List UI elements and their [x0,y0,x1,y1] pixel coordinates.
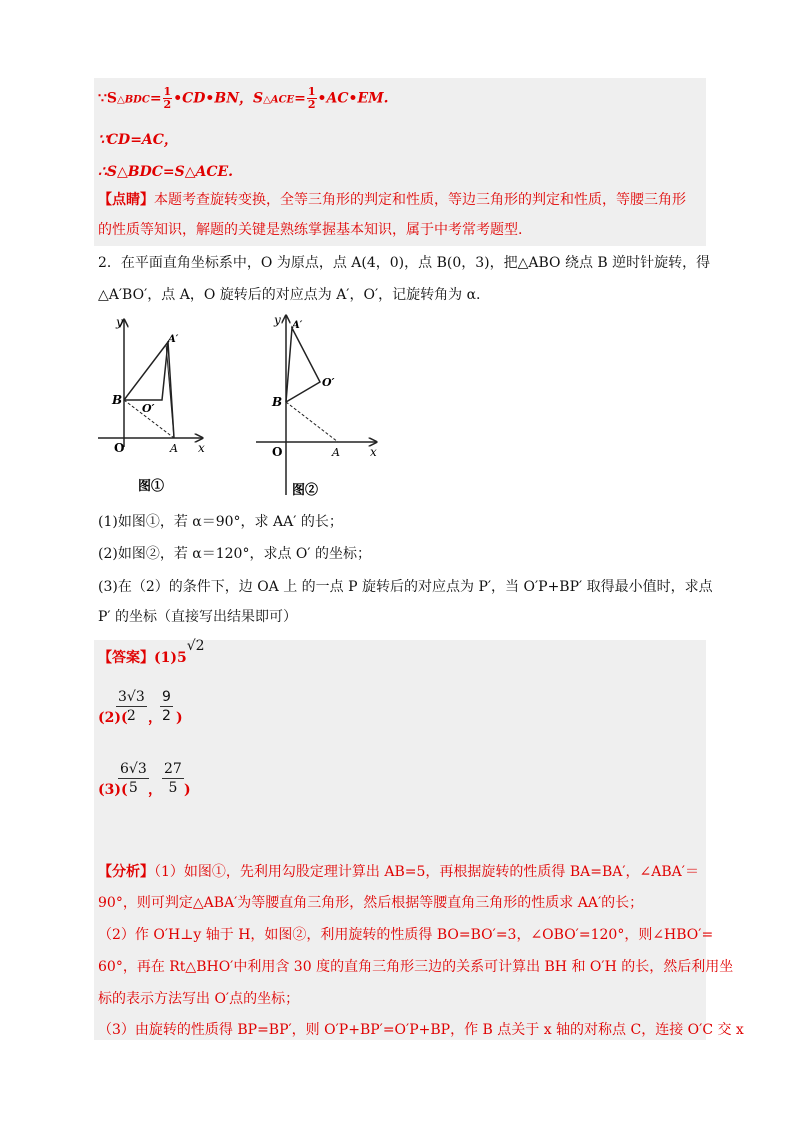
answer-2-suffix: ) [176,710,183,726]
x-label: x [370,445,377,459]
segment-a-prime-a-2 [166,344,174,438]
y-label: y [116,315,123,329]
tri-ace-subscript: △ACE [263,94,295,106]
figure-2-caption: 图② [292,483,319,498]
analysis-line-6: （3）由旋转的性质得 BP=BP′，则 O′P+BP′=O′P+BP，作 B 点关于 x 轴的对称点 C，连接 O′C 交 x [98,1022,744,1038]
a-prime-label: A′ [292,320,303,331]
figure-1 [94,312,214,502]
x-label: x [198,441,205,455]
a-prime-label: A′ [168,334,179,345]
question-1: (1)如图①，若 α＝90°，求 AA′ 的长； [98,514,343,530]
answer-3-y-fraction: $\frac{27}{5}$ [164,761,182,796]
o-prime-label: O′ [322,376,335,389]
a-label: A [170,442,178,455]
answer-3-suffix: ) [184,782,191,798]
answer-1: (1)5 [154,650,187,666]
o-prime-label: O′ [142,402,155,415]
top-line-1 [98,86,389,111]
top-line-3: ∴S△BDC=S△ACE. [98,164,234,180]
tri-bdc-subscript: △BDC [117,94,150,106]
answer-3-x-fraction: $\frac{6√3}{5}$ [120,761,147,796]
b-label: B [272,395,283,409]
answer-1-sqrt: √2 [186,638,205,654]
answer-line-1 [98,638,205,668]
answer-tag: 【答案】 [98,650,154,666]
answer-2-y-fraction: $\frac{9}{2}$ [162,689,171,724]
analysis-line-2: 90°，则可判定△ABA′为等腰直角三角形，然后根据等腰直角三角形的性质求 AA′的长； [98,895,644,911]
question-3a: (3)在（2）的条件下，边 OA 上 的一点 P 旋转后的对应点为 P′，当 O′P+BP′ 取得最小值时，求点 [98,579,713,595]
half-fraction-2: $\frac{1}{2}$ [307,85,316,111]
figure-1-caption: 图① [138,479,165,494]
analysis-tag: 【分析】 [98,864,154,880]
a-label: A [332,446,340,459]
analysis-line-1 [98,862,699,882]
triangle-a-prime-b-o-prime [286,328,320,402]
segment-ba-dashed [286,402,338,442]
problem-line-1: 2．在平面直角坐标系中，O 为原点，点 A(4，0)，点 B(0，3)，把△ABO 绕点 B 逆时针旋转，得 [98,255,711,271]
figure-2 [252,310,382,502]
because-symbol: ∵S [98,90,118,107]
analysis-line-4: 60°，再在 Rt△BHO′中利用含 30 度的直角三角形三边的关系可计算出 BH 和 O′H 的长，然后利用坐 [98,959,734,975]
comment-tag: 【点睛】 [98,192,154,208]
equals-sign: = [149,90,162,107]
o-label: O [114,441,125,455]
half-fraction-1: $\frac{1}{2}$ [163,85,172,111]
y-label: y [274,313,281,327]
question-3b: P′ 的坐标（直接写出结果即可） [98,609,298,625]
comment-text-1: 本题考查旋转变换，全等三角形的判定和性质，等边三角形的判定和性质，等腰三角形 [154,192,686,208]
answer-2-x-fraction: $\frac{3√3}{2}$ [118,689,145,724]
answer-2-prefix: (2)( [98,710,128,726]
o-label: O [272,445,283,459]
answer-3-prefix: (3)( [98,782,128,798]
question-2: (2)如图②，若 α＝120°，求点 O′ 的坐标； [98,546,372,562]
analysis-text-1: （1）如图①，先利用勾股定理计算出 AB=5，再根据旋转的性质得 BA=BA′，∠ABA′＝ [154,864,699,880]
comment-line-1 [98,190,686,210]
area-expression-2: •AC•EM. [317,90,389,107]
problem-line-2: △A′BO′，点 A，O 旋转后的对应点为 A′，O′，记旋转角为 α. [98,287,481,303]
equals-sign-2: = [294,90,306,107]
area-expression-1: •CD•BN，S [173,90,264,107]
b-label: B [112,393,123,407]
answer-3-separator: ， [148,782,162,798]
answer-shade [94,640,706,1040]
top-line-2: ∵CD=AC， [98,132,178,148]
answer-2-separator: ， [148,710,162,726]
analysis-line-5: 标的表示方法写出 O′点的坐标； [98,991,300,1007]
comment-line-2: 的性质等知识，解题的关键是熟练掌握基本知识，属于中考常考题型. [98,222,523,238]
analysis-line-3: （2）作 O′H⊥y 轴于 H，如图②，利用旋转的性质得 BO=BO′=3，∠OBO′=120°，则∠HBO′= [98,927,714,943]
triangle-a-prime-b-o-prime [124,342,168,400]
